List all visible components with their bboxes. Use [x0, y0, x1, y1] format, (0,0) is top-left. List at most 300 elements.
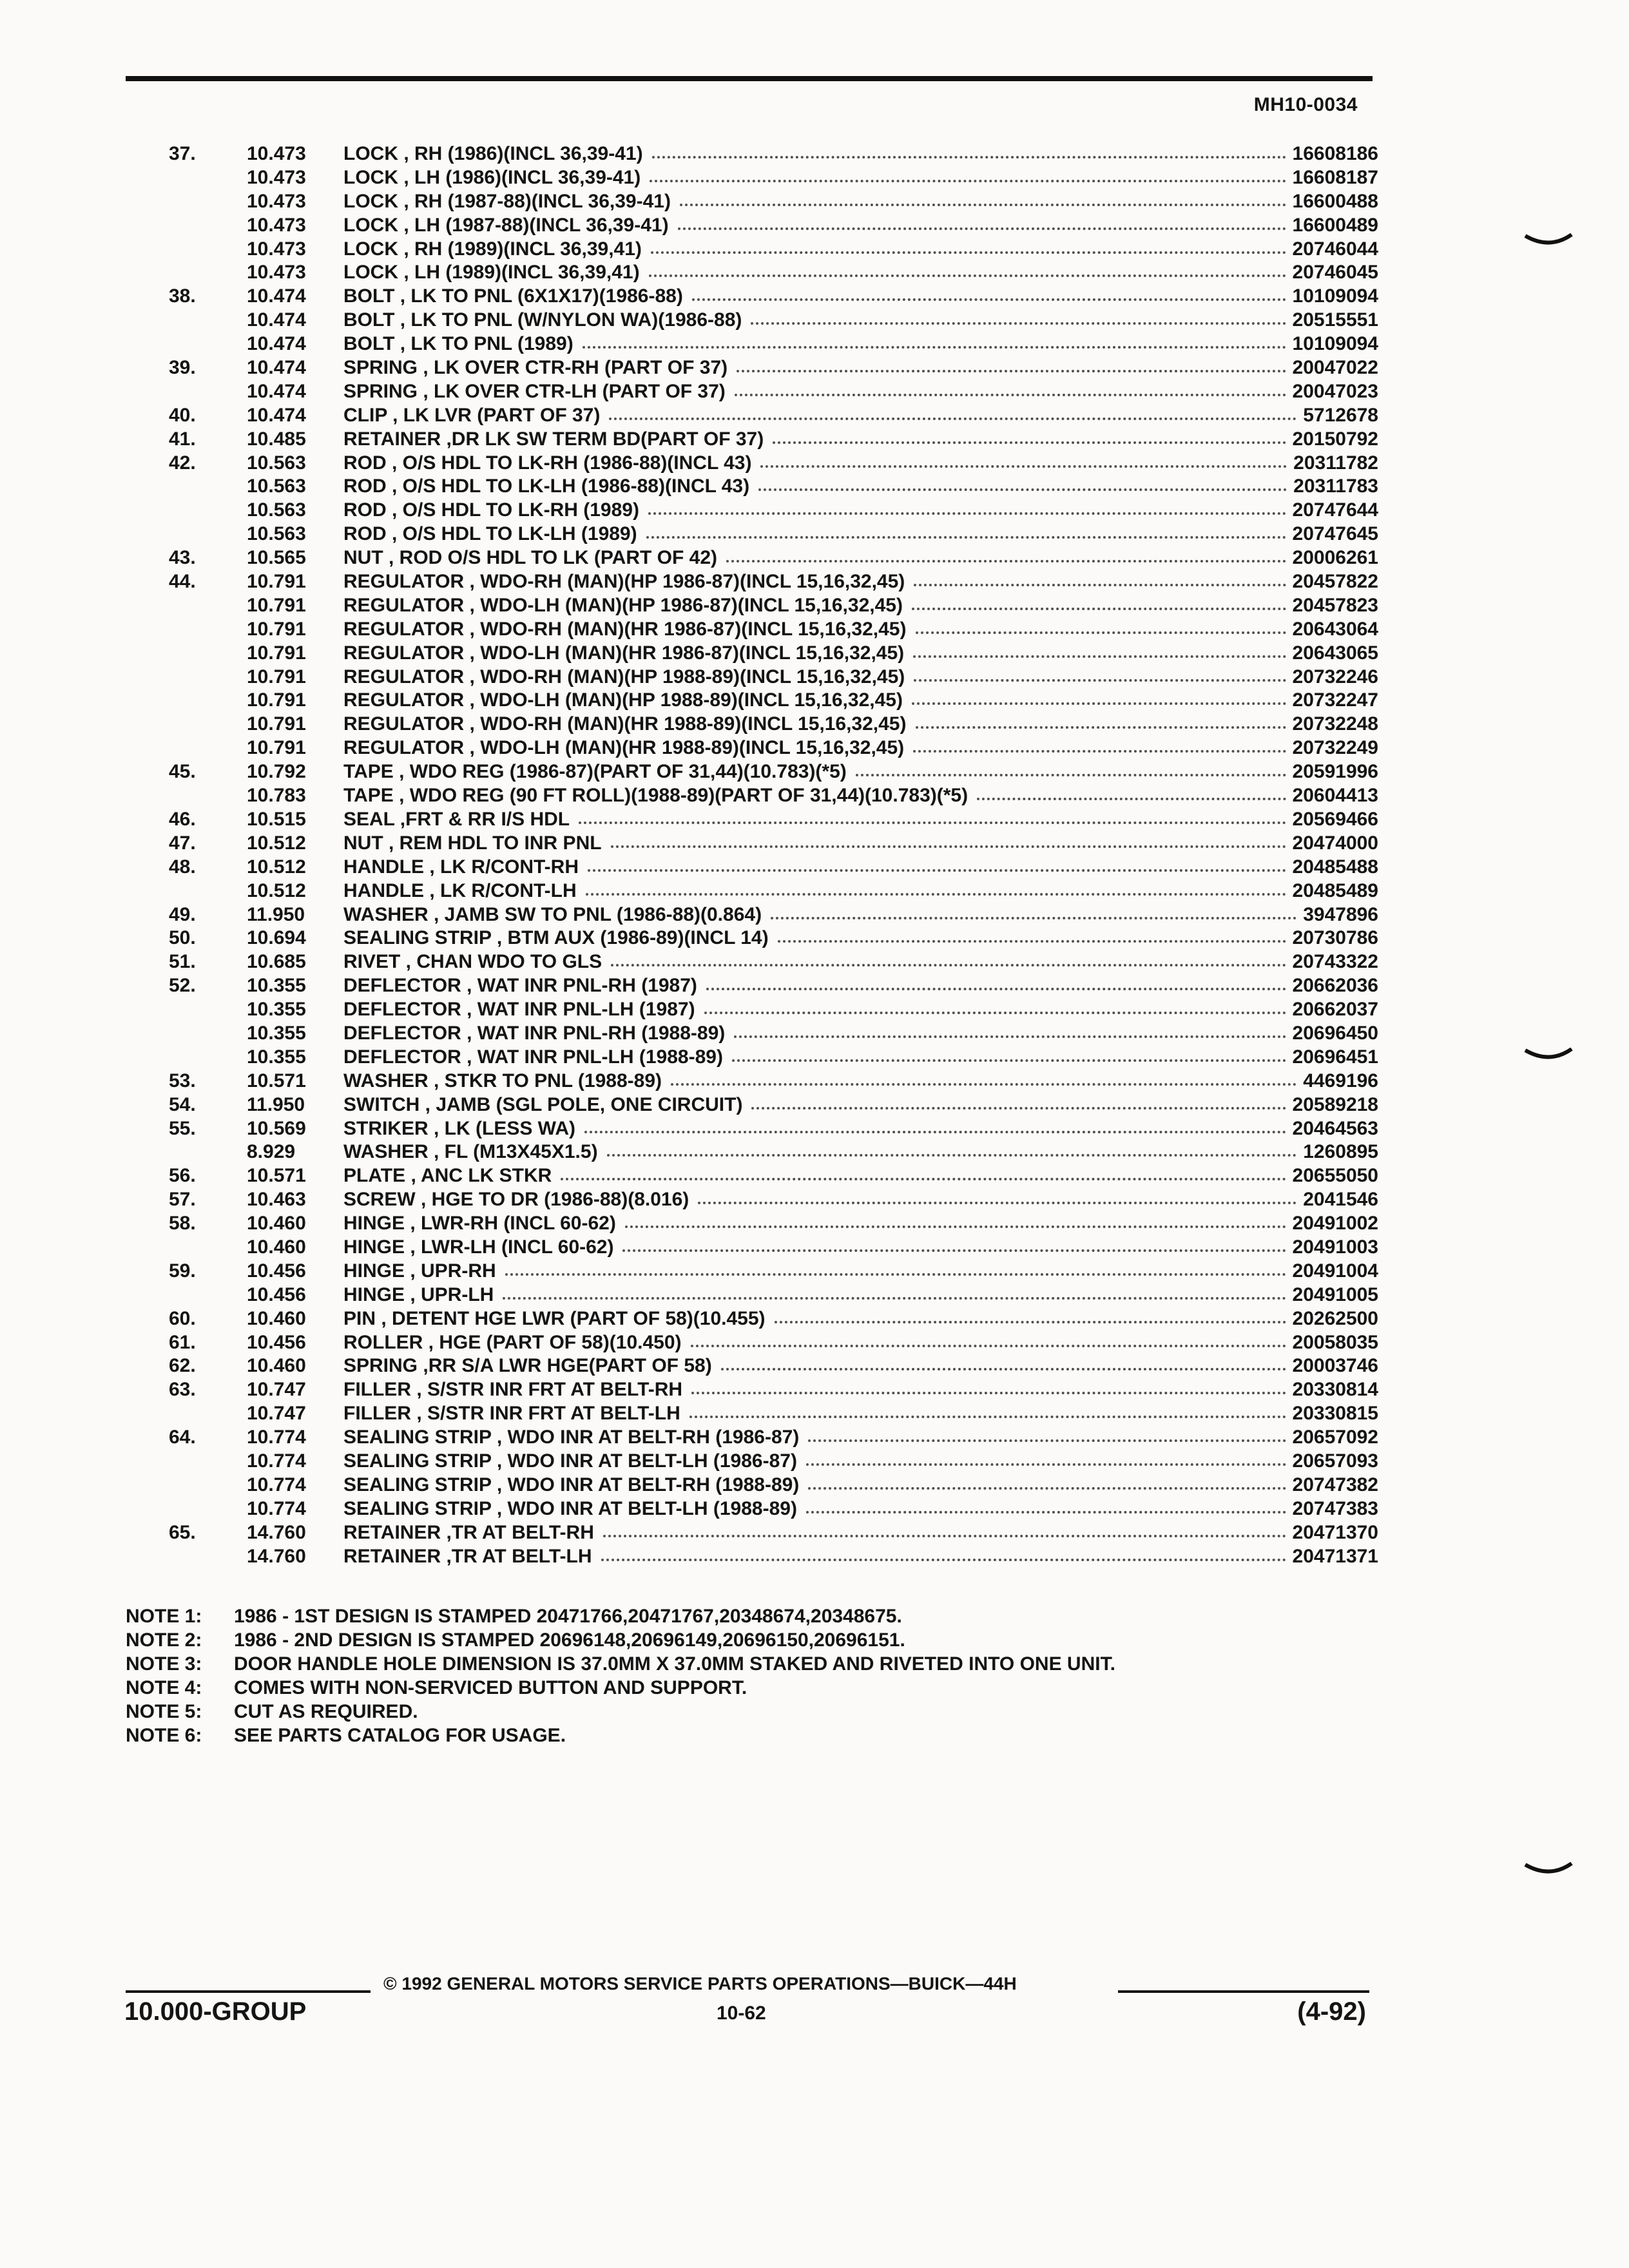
parts-row: [0, 784, 1629, 808]
dot-leader: [806, 1463, 1286, 1466]
part-number: 10109094: [1292, 333, 1378, 355]
dot-leader: [912, 608, 1286, 610]
group-number: 10.563: [247, 523, 306, 545]
part-number: 10109094: [1292, 285, 1378, 307]
part-description: HINGE , LWR-LH (INCL 60-62): [343, 1236, 614, 1258]
part-number: 20491004: [1292, 1260, 1378, 1282]
parts-row: [0, 285, 1629, 309]
parts-row: [0, 879, 1629, 903]
part-description: RETAINER ,DR LK SW TERM BD(PART OF 37): [343, 428, 764, 450]
item-number: 49.: [169, 903, 196, 925]
parts-row: [0, 808, 1629, 832]
group-number: 10.563: [247, 476, 306, 497]
part-description: BOLT , LK TO PNL (1989): [343, 333, 574, 355]
part-description: REGULATOR , WDO-RH (MAN)(HP 1986-87)(INCL 15,16,32,45): [343, 571, 905, 593]
group-number: 14.760: [247, 1545, 306, 1567]
document-id: MH10-0034: [1253, 94, 1358, 115]
dot-leader: [771, 917, 1296, 919]
part-number: 20696450: [1292, 1022, 1378, 1044]
part-description: TAPE , WDO REG (1986-87)(PART OF 31,44)(10.783)(*5): [343, 761, 847, 783]
group-number: 10.791: [247, 713, 306, 735]
group-number: 10.791: [247, 571, 306, 593]
parts-row: [0, 332, 1629, 356]
item-number: 44.: [169, 571, 196, 593]
group-number: 10.571: [247, 1165, 306, 1187]
revision-date: (4-92): [1297, 1997, 1366, 2026]
dot-leader: [856, 774, 1286, 776]
parts-row: [0, 642, 1629, 666]
parts-row: [0, 261, 1629, 285]
dot-leader: [778, 940, 1286, 943]
group-number: 10.792: [247, 761, 306, 783]
part-number: 20604413: [1292, 785, 1378, 807]
dot-leader: [601, 1559, 1286, 1561]
part-number: 20330815: [1292, 1403, 1378, 1425]
part-number: 20491002: [1292, 1213, 1378, 1235]
part-description: REGULATOR , WDO-LH (MAN)(HP 1986-87)(INCL 15,16,32,45): [343, 594, 903, 616]
parts-row: [0, 1307, 1629, 1331]
dot-leader: [775, 1321, 1286, 1323]
part-number: 16600489: [1292, 214, 1378, 236]
part-number: 20732249: [1292, 737, 1378, 759]
item-number: 60.: [169, 1307, 196, 1329]
part-description: HINGE , UPR-LH: [343, 1283, 494, 1305]
dot-leader: [808, 1439, 1286, 1442]
part-description: SEALING STRIP , WDO INR AT BELT-RH (1988-89): [343, 1474, 800, 1495]
dot-leader: [609, 418, 1296, 420]
group-number: 10.460: [247, 1236, 306, 1258]
group-number: 10.463: [247, 1189, 306, 1211]
part-description: FILLER , S/STR INR FRT AT BELT-LH: [343, 1403, 680, 1425]
item-number: 43.: [169, 547, 196, 569]
parts-row: [0, 1022, 1629, 1046]
group-number: 10.565: [247, 547, 306, 569]
parts-row: [0, 1521, 1629, 1545]
dot-leader: [625, 1225, 1286, 1228]
part-description: SPRING , LK OVER CTR-LH (PART OF 37): [343, 380, 726, 402]
parts-row: [0, 1450, 1629, 1474]
part-description: ROD , O/S HDL TO LK-RH (1989): [343, 499, 639, 521]
dot-leader: [671, 1083, 1296, 1086]
part-description: LOCK , LH (1987-88)(INCL 36,39-41): [343, 214, 669, 236]
parts-row: [0, 713, 1629, 736]
item-number: 40.: [169, 404, 196, 426]
group-number: 10.473: [247, 238, 306, 260]
group-number: 11.950: [247, 903, 305, 925]
note-text: 1986 - 2ND DESIGN IS STAMPED 20696148,20696149,20696150,20696151.: [234, 1629, 905, 1651]
part-description: SEALING STRIP , BTM AUX (1986-89)(INCL 14): [343, 927, 769, 949]
group-number: 10.747: [247, 1403, 306, 1425]
parts-row: [0, 1283, 1629, 1307]
parts-row: [0, 1331, 1629, 1355]
part-number: 1260895: [1303, 1141, 1378, 1163]
parts-row: [0, 594, 1629, 618]
punch-mark: [1524, 1862, 1573, 1878]
group-number: 10.355: [247, 999, 306, 1021]
dot-leader: [698, 1202, 1296, 1204]
group-number: 10.791: [247, 642, 306, 664]
dot-leader: [692, 298, 1286, 301]
group-number: 10.791: [247, 666, 306, 687]
group-number: 10.473: [247, 190, 306, 212]
item-number: 65.: [169, 1521, 196, 1543]
part-description: ROLLER , HGE (PART OF 58)(10.450): [343, 1331, 682, 1353]
group-label: 10.000-GROUP: [124, 1997, 307, 2026]
parts-row: [0, 998, 1629, 1022]
part-number: 20457822: [1292, 571, 1378, 593]
dot-leader: [758, 488, 1287, 491]
note-label: NOTE 3:: [126, 1653, 202, 1675]
item-number: 52.: [169, 975, 196, 997]
dot-leader: [584, 1131, 1286, 1133]
part-description: SWITCH , JAMB (SGL POLE, ONE CIRCUIT): [343, 1093, 743, 1115]
parts-row: [0, 452, 1629, 476]
part-description: DEFLECTOR , WAT INR PNL-LH (1988-89): [343, 1046, 723, 1068]
group-number: 10.355: [247, 1022, 306, 1044]
part-number: 20747645: [1292, 523, 1378, 545]
item-number: 46.: [169, 808, 196, 830]
dot-leader: [913, 655, 1286, 658]
note-text: CUT AS REQUIRED.: [234, 1701, 418, 1722]
parts-row: [0, 618, 1629, 642]
parts-row: [0, 1093, 1629, 1117]
group-number: 10.774: [247, 1427, 306, 1448]
group-number: 10.474: [247, 285, 306, 307]
part-number: 20746045: [1292, 262, 1378, 284]
item-number: 51.: [169, 951, 196, 973]
parts-row: [0, 309, 1629, 332]
parts-row: [0, 475, 1629, 499]
notes-list: [126, 1604, 1350, 1747]
group-number: 10.460: [247, 1213, 306, 1235]
group-number: 10.512: [247, 879, 306, 901]
dot-leader: [678, 227, 1286, 230]
group-number: 14.760: [247, 1521, 306, 1543]
part-number: 20474000: [1292, 832, 1378, 854]
parts-row: [0, 1497, 1629, 1521]
item-number: 64.: [169, 1427, 196, 1448]
dot-leader: [734, 1035, 1286, 1038]
part-number: 2041546: [1303, 1189, 1378, 1211]
dot-leader: [579, 822, 1286, 824]
group-number: 10.485: [247, 428, 306, 450]
parts-row: [0, 1188, 1629, 1212]
group-number: 10.563: [247, 452, 306, 474]
group-number: 8.929: [247, 1141, 296, 1163]
item-number: 62.: [169, 1355, 196, 1377]
parts-row: [0, 142, 1629, 166]
part-description: REGULATOR , WDO-LH (MAN)(HP 1988-89)(INCL 15,16,32,45): [343, 689, 903, 711]
part-description: SPRING ,RR S/A LWR HGE(PART OF 58): [343, 1355, 712, 1377]
note-label: NOTE 1:: [126, 1606, 202, 1627]
part-description: LOCK , LH (1986)(INCL 36,39-41): [343, 166, 641, 188]
part-description: RIVET , CHAN WDO TO GLS: [343, 951, 602, 973]
parts-row: [0, 1378, 1629, 1402]
part-number: 20657093: [1292, 1450, 1378, 1472]
item-number: 37.: [169, 143, 196, 164]
dot-leader: [646, 536, 1286, 539]
dot-leader: [561, 1178, 1286, 1180]
part-description: LOCK , RH (1989)(INCL 36,39,41): [343, 238, 642, 260]
item-number: 61.: [169, 1331, 196, 1353]
part-number: 20311783: [1293, 476, 1378, 497]
dot-leader: [732, 1059, 1286, 1062]
group-number: 10.512: [247, 856, 306, 878]
punch-mark: [1524, 1048, 1573, 1063]
punch-mark: [1524, 233, 1573, 249]
part-description: RETAINER ,TR AT BELT-RH: [343, 1521, 594, 1543]
part-description: REGULATOR , WDO-RH (MAN)(HP 1988-89)(INCL 15,16,32,45): [343, 666, 905, 687]
group-number: 10.456: [247, 1331, 306, 1353]
part-number: 20747382: [1292, 1474, 1378, 1495]
dot-leader: [603, 1535, 1286, 1537]
note-row: [126, 1628, 1350, 1652]
note-text: 1986 - 1ST DESIGN IS STAMPED 20471766,20471767,20348674,20348675.: [234, 1606, 902, 1627]
group-number: 10.791: [247, 618, 306, 640]
item-number: 41.: [169, 428, 196, 450]
group-number: 10.685: [247, 951, 306, 973]
group-number: 10.563: [247, 499, 306, 521]
part-description: SCREW , HGE TO DR (1986-88)(8.016): [343, 1189, 689, 1211]
group-number: 10.474: [247, 309, 306, 331]
dot-leader: [691, 1345, 1286, 1347]
parts-row: [0, 1426, 1629, 1450]
item-number: 39.: [169, 357, 196, 379]
parts-row: [0, 1402, 1629, 1426]
dot-leader: [622, 1249, 1286, 1252]
group-number: 11.950: [247, 1093, 305, 1115]
part-description: BOLT , LK TO PNL (6X1X17)(1986-88): [343, 285, 683, 307]
dot-leader: [704, 1012, 1286, 1014]
parts-row: [0, 214, 1629, 238]
part-description: LOCK , LH (1989)(INCL 36,39,41): [343, 262, 640, 284]
dot-leader: [751, 322, 1286, 325]
group-number: 10.473: [247, 262, 306, 284]
part-description: HANDLE , LK R/CONT-LH: [343, 879, 577, 901]
group-number: 10.460: [247, 1355, 306, 1377]
group-number: 10.473: [247, 166, 306, 188]
part-description: FILLER , S/STR INR FRT AT BELT-RH: [343, 1379, 683, 1401]
part-description: NUT , REM HDL TO INR PNL: [343, 832, 602, 854]
part-number: 20743322: [1292, 951, 1378, 973]
note-text: DOOR HANDLE HOLE DIMENSION IS 37.0MM X 37.0MM STAKED AND RIVETED INTO ONE UNIT.: [234, 1653, 1115, 1675]
parts-row: [0, 689, 1629, 713]
part-number: 20047023: [1292, 380, 1378, 402]
parts-row: [0, 832, 1629, 856]
part-number: 20643064: [1292, 618, 1378, 640]
dot-leader: [505, 1273, 1286, 1276]
dot-leader: [680, 204, 1286, 206]
dot-leader: [611, 964, 1286, 966]
item-number: 45.: [169, 761, 196, 783]
dot-leader: [689, 1416, 1286, 1418]
dot-leader: [914, 584, 1286, 586]
part-description: RETAINER ,TR AT BELT-LH: [343, 1545, 592, 1567]
item-number: 56.: [169, 1165, 196, 1187]
part-number: 20732246: [1292, 666, 1378, 687]
part-number: 20732247: [1292, 689, 1378, 711]
dot-leader: [648, 512, 1286, 515]
part-description: HANDLE , LK R/CONT-RH: [343, 856, 579, 878]
item-number: 63.: [169, 1379, 196, 1401]
part-number: 20730786: [1292, 927, 1378, 949]
part-number: 20491005: [1292, 1283, 1378, 1305]
item-number: 53.: [169, 1070, 196, 1091]
dot-leader: [806, 1511, 1286, 1514]
part-number: 4469196: [1303, 1070, 1378, 1091]
dot-leader: [913, 750, 1286, 753]
parts-row: [0, 404, 1629, 428]
parts-row: [0, 1212, 1629, 1236]
dot-leader: [607, 1154, 1296, 1157]
item-number: 57.: [169, 1189, 196, 1211]
group-number: 10.791: [247, 594, 306, 616]
part-number: 20471370: [1292, 1521, 1378, 1543]
parts-row: [0, 1164, 1629, 1188]
part-description: SEALING STRIP , WDO INR AT BELT-LH (1986-87): [343, 1450, 797, 1472]
dot-leader: [611, 845, 1286, 848]
dot-leader: [760, 465, 1287, 468]
part-number: 16608187: [1292, 166, 1378, 188]
parts-row: [0, 1070, 1629, 1093]
part-description: DEFLECTOR , WAT INR PNL-RH (1988-89): [343, 1022, 726, 1044]
part-number: 20330814: [1292, 1379, 1378, 1401]
group-number: 10.569: [247, 1117, 306, 1139]
part-number: 20003746: [1292, 1355, 1378, 1377]
part-description: TAPE , WDO REG (90 FT ROLL)(1988-89)(PART OF 31,44)(10.783)(*5): [343, 785, 969, 807]
part-description: STRIKER , LK (LESS WA): [343, 1117, 575, 1139]
parts-row: [0, 927, 1629, 950]
part-description: LOCK , RH (1986)(INCL 36,39-41): [343, 143, 643, 164]
item-number: 47.: [169, 832, 196, 854]
part-number: 20591996: [1292, 761, 1378, 783]
dot-leader: [977, 798, 1286, 800]
part-number: 20485489: [1292, 879, 1378, 901]
dot-leader: [912, 702, 1286, 705]
part-number: 20657092: [1292, 1427, 1378, 1448]
dot-leader: [721, 1368, 1286, 1370]
part-number: 20150792: [1292, 428, 1378, 450]
footer-rule-left: [126, 1990, 371, 1993]
note-row: [126, 1700, 1350, 1724]
note-text: COMES WITH NON-SERVICED BUTTON AND SUPPORT.: [234, 1677, 747, 1698]
dot-leader: [773, 441, 1286, 444]
parts-row: [0, 1236, 1629, 1260]
dot-leader: [650, 180, 1286, 182]
dot-leader: [808, 1487, 1286, 1490]
part-number: 20457823: [1292, 594, 1378, 616]
dot-leader: [691, 1392, 1286, 1394]
note-label: NOTE 4:: [126, 1677, 202, 1698]
part-number: 5712678: [1303, 404, 1378, 426]
parts-list: [0, 142, 1629, 1568]
part-description: WASHER , JAMB SW TO PNL (1986-88)(0.864): [343, 903, 762, 925]
dot-leader: [914, 679, 1286, 682]
parts-row: [0, 760, 1629, 784]
parts-row: [0, 1354, 1629, 1378]
parts-row: [0, 974, 1629, 998]
part-description: DEFLECTOR , WAT INR PNL-LH (1987): [343, 999, 695, 1021]
dot-leader: [735, 394, 1286, 396]
dot-leader: [916, 631, 1286, 634]
group-number: 10.747: [247, 1379, 306, 1401]
note-label: NOTE 5:: [126, 1701, 202, 1722]
parts-row: [0, 166, 1629, 190]
part-description: REGULATOR , WDO-RH (MAN)(HR 1988-89)(INCL 15,16,32,45): [343, 713, 907, 735]
part-number: 20662037: [1292, 999, 1378, 1021]
part-number: 20485488: [1292, 856, 1378, 878]
part-description: NUT , ROD O/S HDL TO LK (PART OF 42): [343, 547, 718, 569]
item-number: 50.: [169, 927, 196, 949]
parts-row: [0, 523, 1629, 546]
dot-leader: [586, 893, 1286, 896]
part-number: 20747383: [1292, 1497, 1378, 1519]
dot-leader: [916, 726, 1286, 729]
part-number: 20047022: [1292, 357, 1378, 379]
parts-row: [0, 1117, 1629, 1141]
part-description: HINGE , LWR-RH (INCL 60-62): [343, 1213, 616, 1235]
note-row: [126, 1676, 1350, 1700]
dot-leader: [588, 869, 1286, 872]
page-number: 10-62: [717, 2003, 766, 2024]
part-number: 20262500: [1292, 1307, 1378, 1329]
part-description: BOLT , LK TO PNL (W/NYLON WA)(1986-88): [343, 309, 742, 331]
parts-row: [0, 238, 1629, 262]
part-description: REGULATOR , WDO-LH (MAN)(HR 1986-87)(INCL 15,16,32,45): [343, 642, 905, 664]
part-description: CLIP , LK LVR (PART OF 37): [343, 404, 601, 426]
part-description: PIN , DETENT HGE LWR (PART OF 58)(10.455): [343, 1307, 766, 1329]
part-number: 20732248: [1292, 713, 1378, 735]
parts-row: [0, 736, 1629, 760]
part-description: DEFLECTOR , WAT INR PNL-RH (1987): [343, 975, 697, 997]
dot-leader: [706, 988, 1286, 990]
parts-row: [0, 356, 1629, 380]
part-number: 20464563: [1292, 1117, 1378, 1139]
part-description: SEAL ,FRT & RR I/S HDL: [343, 808, 570, 830]
note-text: SEE PARTS CATALOG FOR USAGE.: [234, 1725, 566, 1746]
part-number: 20491003: [1292, 1236, 1378, 1258]
parts-row: [0, 380, 1629, 404]
part-description: SEALING STRIP , WDO INR AT BELT-LH (1988-89): [343, 1497, 797, 1519]
group-number: 10.474: [247, 333, 306, 355]
parts-row: [0, 903, 1629, 927]
part-number: 20569466: [1292, 808, 1378, 830]
group-number: 10.355: [247, 975, 306, 997]
group-number: 10.791: [247, 689, 306, 711]
part-number: 20006261: [1292, 547, 1378, 569]
group-number: 10.474: [247, 380, 306, 402]
part-description: PLATE , ANC LK STKR: [343, 1165, 552, 1187]
part-number: 3947896: [1303, 903, 1378, 925]
parts-row: [0, 428, 1629, 452]
group-number: 10.791: [247, 737, 306, 759]
part-number: 20311782: [1293, 452, 1378, 474]
part-description: LOCK , RH (1987-88)(INCL 36,39-41): [343, 190, 671, 212]
parts-row: [0, 570, 1629, 594]
item-number: 55.: [169, 1117, 196, 1139]
group-number: 10.783: [247, 785, 306, 807]
parts-row: [0, 1545, 1629, 1569]
part-description: ROD , O/S HDL TO LK-LH (1986-88)(INCL 43): [343, 476, 750, 497]
part-description: SEALING STRIP , WDO INR AT BELT-RH (1986-87): [343, 1427, 800, 1448]
note-row: [126, 1604, 1350, 1628]
group-number: 10.774: [247, 1497, 306, 1519]
dot-leader: [503, 1297, 1286, 1300]
parts-row: [0, 1260, 1629, 1283]
group-number: 10.456: [247, 1283, 306, 1305]
part-number: 20515551: [1292, 309, 1378, 331]
part-number: 20643065: [1292, 642, 1378, 664]
